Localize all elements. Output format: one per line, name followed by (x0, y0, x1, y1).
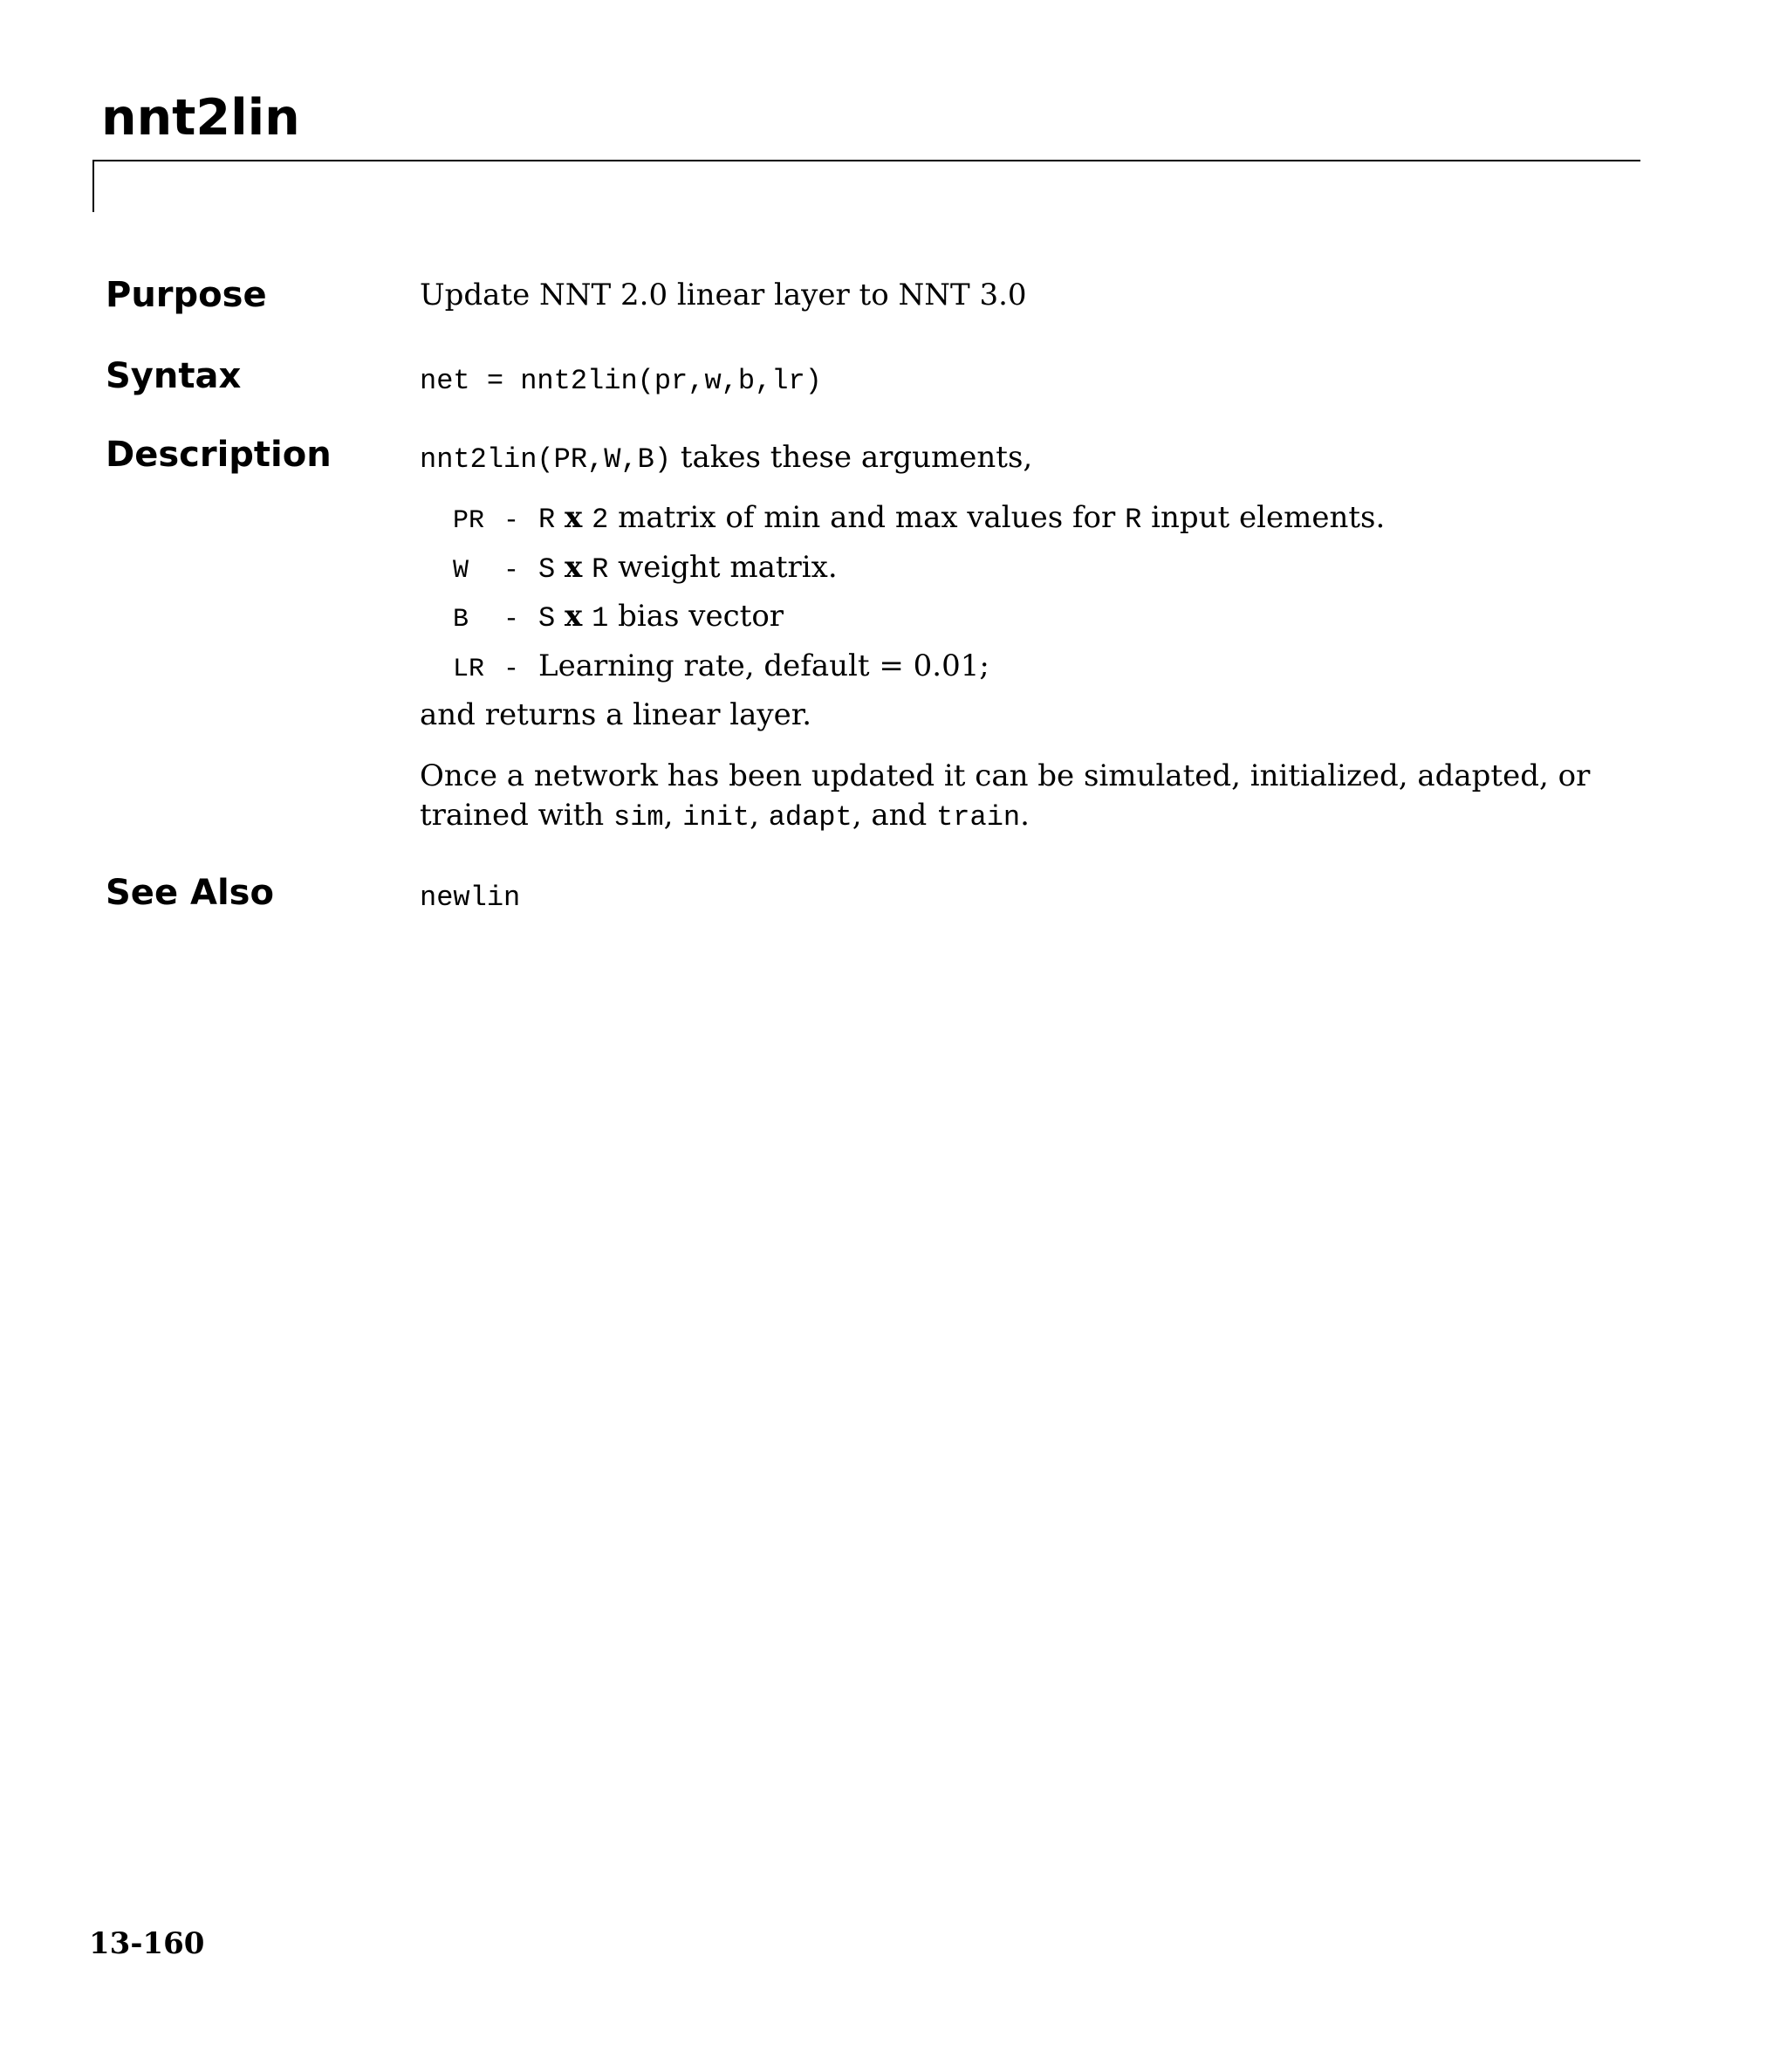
description-paragraph-line1: Once a network has been updated it can be simulated, initialized, adapted, or (420, 758, 1591, 793)
arg-name: LR (453, 655, 485, 684)
returns-text: and returns a linear layer. (420, 697, 812, 732)
arg-dim2: 2 (592, 504, 609, 536)
arg-dim1: R (538, 504, 556, 536)
arg-name: PR (453, 506, 485, 536)
syntax-label: Syntax (106, 356, 242, 396)
description-intro (420, 437, 1032, 480)
arg-row-b (453, 596, 784, 640)
arg-row-w (453, 547, 838, 591)
arg-dim1: S (538, 553, 556, 586)
syntax-code: net = nnt2lin(pr,w,b,lr) (420, 365, 822, 397)
arg-dash: - (503, 655, 520, 684)
purpose-label: Purpose (106, 275, 267, 315)
func-init: init (682, 801, 750, 834)
separator: , (663, 798, 674, 833)
arg-text: bias vector (618, 599, 784, 634)
header-rule (92, 160, 1640, 161)
page-title: nnt2lin (101, 89, 300, 147)
header-corner-rule (92, 160, 94, 212)
arg-dim2: R (592, 553, 609, 586)
separator: , (750, 798, 759, 833)
arg-times: x (565, 550, 583, 585)
description-label: Description (106, 435, 332, 475)
arg-times: x (565, 500, 583, 535)
func-sim: sim (613, 801, 664, 834)
see-also-link[interactable]: newlin (420, 882, 521, 914)
intro-text: takes these arguments, (680, 440, 1033, 475)
separator: , and (852, 798, 928, 833)
purpose-text: Update NNT 2.0 linear layer to NNT 3.0 (420, 278, 1027, 312)
arg-dash: - (503, 556, 520, 586)
arg-dash: - (503, 605, 520, 635)
arg-row-lr (453, 646, 989, 690)
page-number: 13-160 (89, 1926, 205, 1961)
arg-row-pr (453, 497, 1385, 541)
arg-name: W (453, 556, 469, 586)
arg-name: B (453, 605, 469, 635)
func-adapt: adapt (768, 801, 852, 834)
func-train: train (936, 801, 1021, 834)
arg-times: x (565, 599, 583, 634)
arg-dim1: S (538, 602, 556, 635)
arg-text: Learning rate, default = 0.01; (538, 648, 989, 683)
period: . (1020, 798, 1030, 833)
arg-text: weight matrix. (618, 550, 838, 585)
arg-dash: - (503, 506, 520, 536)
intro-code: nnt2lin(PR,W,B) (420, 443, 672, 476)
para-start: trained with (420, 798, 605, 833)
see-also-label: See Also (106, 873, 274, 913)
arg-text: matrix of min and max values for (618, 500, 1116, 535)
arg-tail: input elements. (1151, 500, 1386, 535)
arg-code: R (1125, 504, 1142, 536)
description-paragraph-line2 (420, 795, 1030, 838)
arg-dim2: 1 (592, 602, 609, 635)
